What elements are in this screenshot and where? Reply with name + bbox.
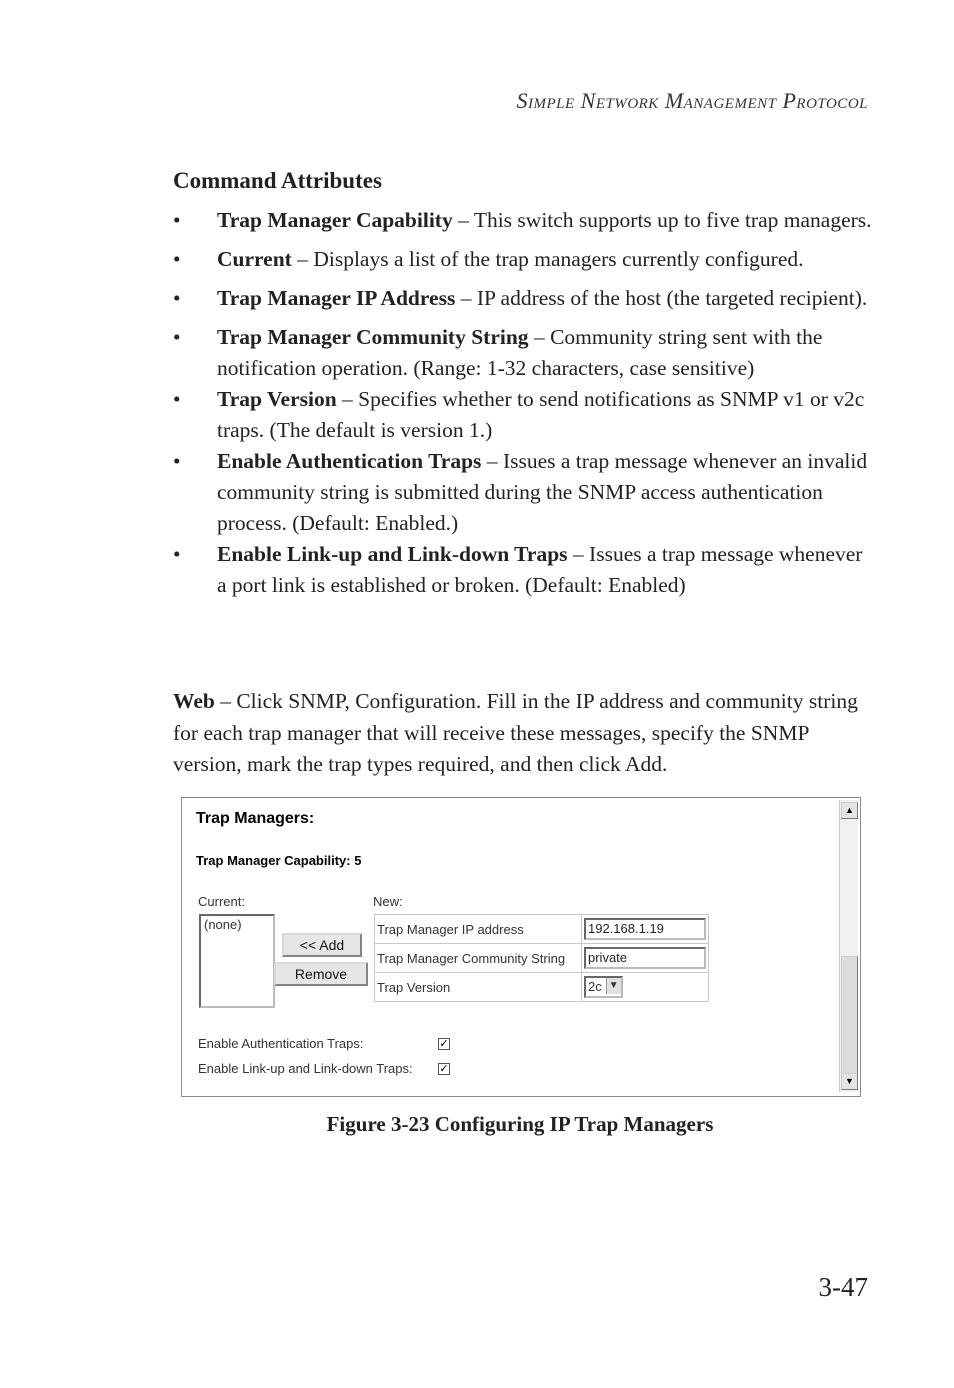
ip-address-label: Trap Manager IP address [375,915,582,944]
list-item [173,384,873,446]
web-text: – Click SNMP, Configuration. Fill in the IP address and community string for each trap manager that will receive these messages, specify the SNMP version, mark the trap types required, and then click Add. [173,689,858,776]
table-row [375,915,709,944]
web-instruction [173,686,873,781]
community-string-label: Trap Manager Community String [375,944,582,973]
trap-version-select[interactable] [584,976,623,998]
attribute-term: Trap Version [217,387,337,411]
link-traps-label: Enable Link-up and Link-down Traps: [198,1061,413,1076]
web-term: Web [173,689,215,713]
bullet: • [173,542,181,566]
attribute-term: Current [217,247,292,271]
bullet: • [173,387,181,411]
list-item [173,244,873,275]
attribute-term: Trap Manager IP Address [217,286,456,310]
bullet: • [173,208,181,232]
attribute-desc: – IP address of the host (the targeted recipient). [455,286,868,310]
table-row [375,944,709,973]
current-label: Current: [198,894,245,909]
attribute-term: Trap Manager Capability [217,208,453,232]
list-item [173,322,873,384]
list-item [173,205,873,236]
add-button[interactable]: << Add [282,933,362,957]
list-item [173,539,873,601]
attribute-list [173,205,873,601]
auth-traps-label: Enable Authentication Traps: [198,1036,364,1051]
panel-title: Trap Managers: [196,810,315,827]
list-item [173,446,873,539]
ip-address-input[interactable]: 192.168.1.19 [584,918,706,940]
bullet: • [173,286,181,310]
bullet: • [173,247,181,271]
scroll-down-icon[interactable]: ▼ [841,1073,858,1090]
attribute-desc: – Issues a trap message whenever an invalid community string is submitted during the SNMP access authentication process. (Default: Enabled.) [217,449,868,535]
list-option[interactable]: (none) [204,917,242,932]
trap-version-value: 2c [588,979,602,994]
attribute-desc: – Displays a list of the trap managers currently configured. [291,247,804,271]
current-managers-list[interactable] [199,914,275,1008]
running-head: Simple Network Management Protocol [516,88,868,113]
scroll-thumb[interactable] [841,956,858,1074]
auth-traps-checkbox[interactable]: ✓ [439,1038,449,1050]
new-manager-form [374,914,709,1002]
link-traps-checkbox[interactable]: ✓ [439,1063,449,1075]
trap-managers-screenshot [181,797,861,1097]
page-number: 3-47 [818,1272,868,1302]
attribute-desc: – Issues a trap message whenever a port link is established or broken. (Default: Enabled) [217,542,863,597]
community-string-input[interactable]: private [584,947,706,969]
attribute-desc: – Specifies whether to send notifications as SNMP v1 or v2c traps. (The default is version 1.) [217,387,865,442]
trap-version-label: Trap Version [375,973,582,1002]
attribute-term: Enable Link-up and Link-down Traps [217,542,568,566]
section-heading: Command Attributes [173,168,382,193]
chevron-down-icon[interactable]: ▼ [606,978,621,994]
attribute-term: Trap Manager Community String [217,325,529,349]
vertical-scrollbar[interactable] [839,800,858,1092]
figure-caption: Figure 3-23 Configuring IP Trap Managers [326,1112,714,1136]
capability-label: Trap Manager Capability: 5 [196,853,362,868]
scroll-up-icon[interactable]: ▲ [841,802,858,819]
bullet: • [173,449,181,473]
bullet: • [173,325,181,349]
list-item [173,283,873,314]
attribute-desc: – This switch supports up to five trap managers. [452,208,872,232]
attribute-desc: – Community string sent with the notification operation. (Range: 1-32 characters, case sensitive) [217,325,823,380]
table-row [375,973,709,1002]
remove-button[interactable]: Remove [274,962,368,986]
new-label: New: [373,894,403,909]
attribute-term: Enable Authentication Traps [217,449,482,473]
